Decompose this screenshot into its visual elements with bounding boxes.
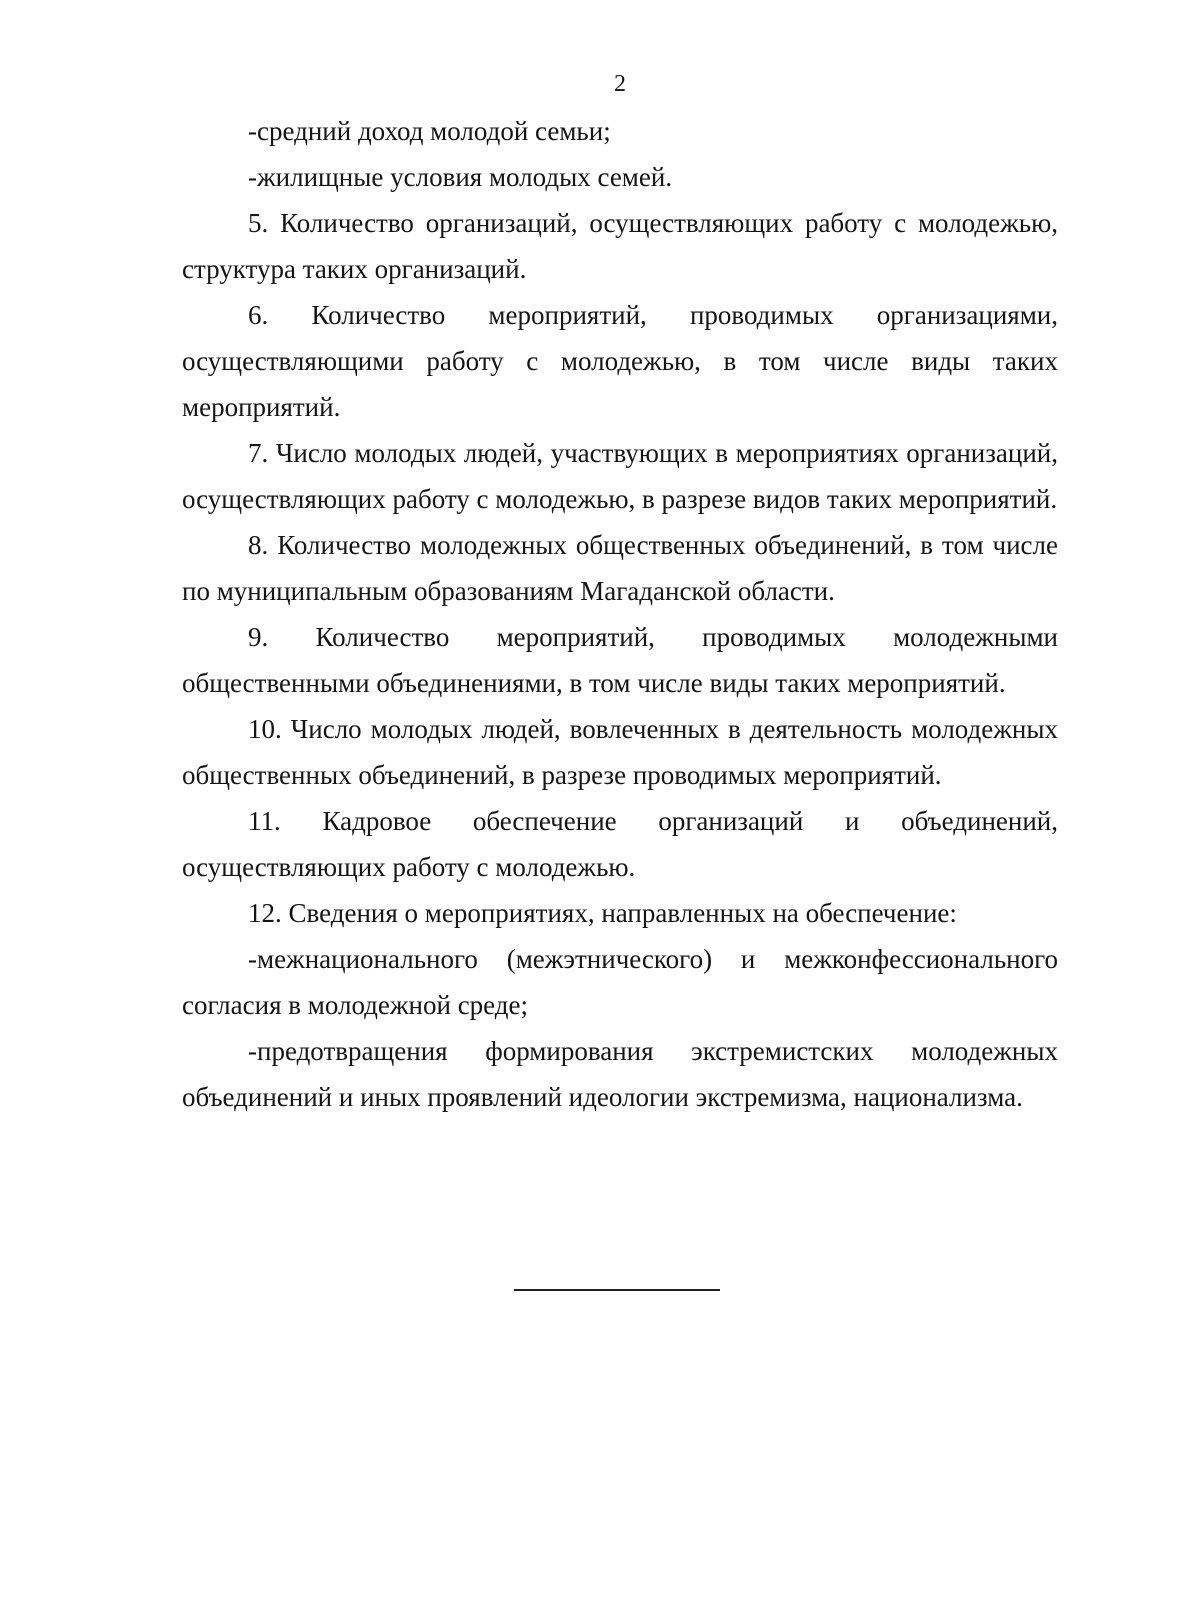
page-number: 2 bbox=[614, 71, 626, 97]
paragraph-extremism-prevention: -предотвращения формирования экстремистских молодежных объединений и иных проявлений идеологии экстремизма, национализма. bbox=[182, 1036, 1058, 1112]
paragraph-item-11: 11. Кадровое обеспечение организаций и объединений, осуществляющих работу с молодежью. bbox=[182, 806, 1058, 882]
document-body bbox=[182, 108, 1058, 1120]
paragraph-item-9: 9. Количество мероприятий, проводимых молодежными общественными объединениями, в том числе виды таких мероприятий. bbox=[182, 622, 1058, 698]
paragraph-item-7: 7. Число молодых людей, участвующих в мероприятиях организаций, осуществляющих работу с молодежью, в разрезе видов таких мероприятий. bbox=[182, 438, 1058, 514]
paragraph-item-12: 12. Сведения о мероприятиях, направленных на обеспечение: bbox=[248, 898, 957, 928]
paragraph-housing-conditions: -жилищные условия молодых семей. bbox=[248, 162, 673, 192]
paragraph-interethnic-harmony: -межнационального (межэтнического) и межконфессионального согласия в молодежной среде; bbox=[182, 944, 1058, 1020]
paragraph-item-6: 6. Количество мероприятий, проводимых организациями, осуществляющими работу с молодежью, в том числе виды таких мероприятий. bbox=[182, 300, 1058, 422]
paragraph-item-8: 8. Количество молодежных общественных объединений, в том числе по муниципальным образованиям Магаданской области. bbox=[182, 530, 1058, 606]
paragraph-item-10: 10. Число молодых людей, вовлеченных в деятельность молодежных общественных объединений, в разрезе проводимых мероприятий. bbox=[182, 714, 1058, 790]
closing-divider-line bbox=[514, 1289, 720, 1291]
paragraph-average-income: -средний доход молодой семьи; bbox=[248, 116, 611, 146]
paragraph-item-5: 5. Количество организаций, осуществляющих работу с молодежью, структура таких организаций. bbox=[182, 208, 1058, 284]
